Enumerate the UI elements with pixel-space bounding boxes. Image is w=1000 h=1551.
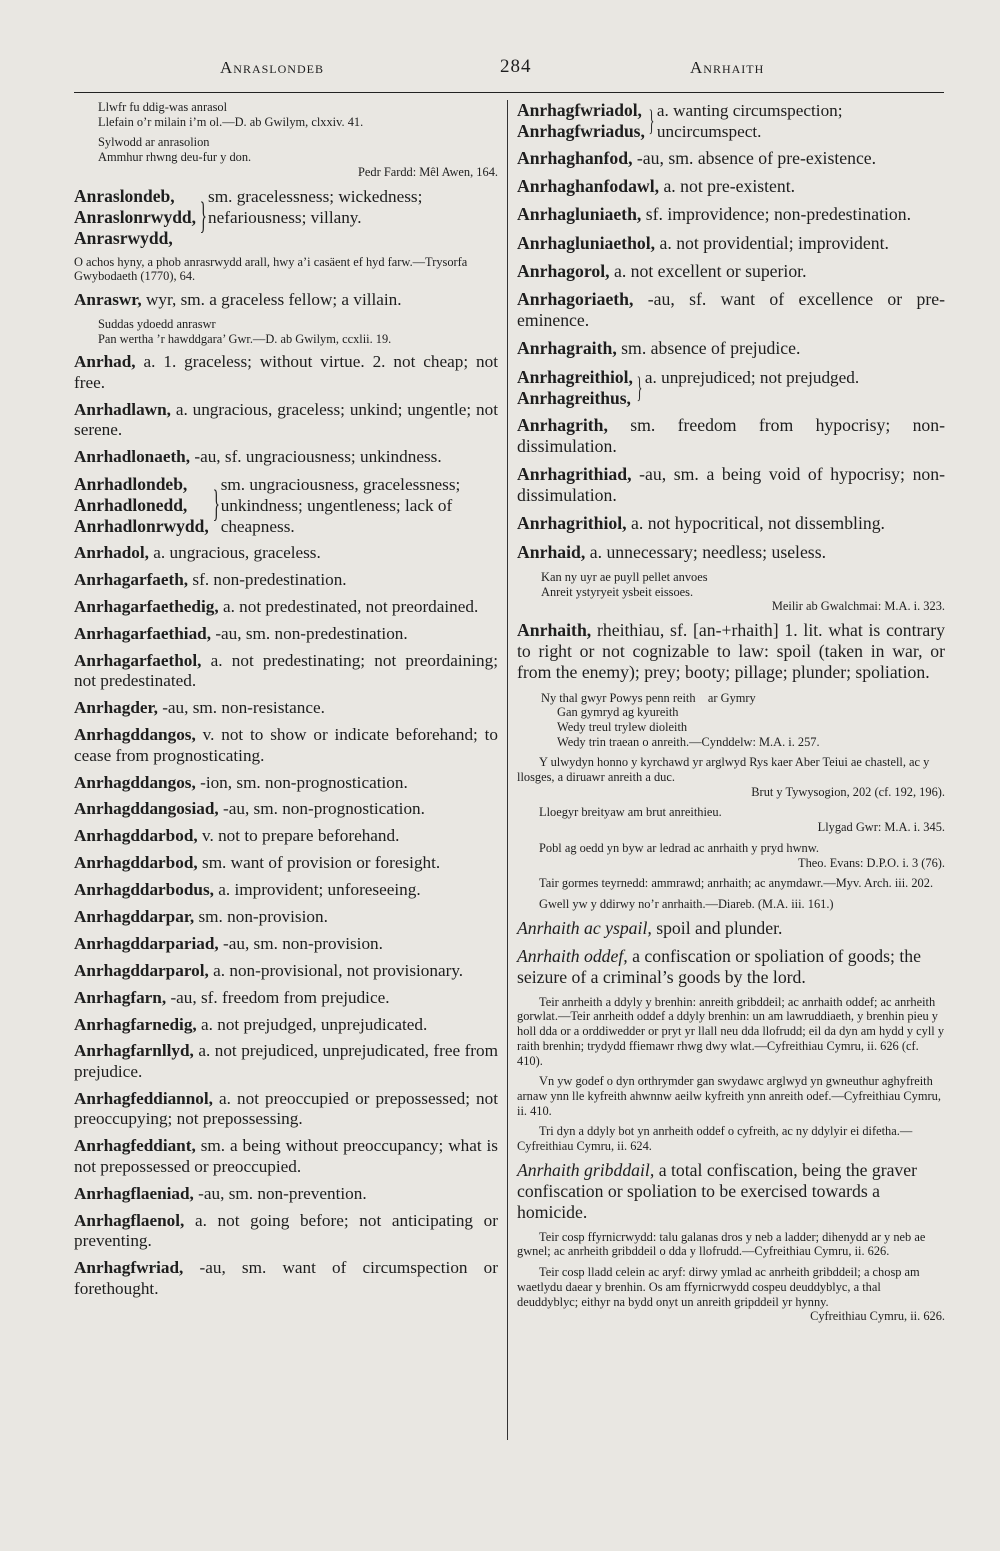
headword: Anrhagddarpariad,: [74, 933, 219, 953]
definition: -au, sm. absence of pre-existence.: [636, 148, 877, 168]
definition: a. improvident; unforeseeing.: [218, 880, 421, 900]
entry: [517, 176, 945, 197]
headword: Anraswr,: [74, 289, 142, 309]
definition: v. not to prepare beforehand.: [202, 826, 400, 846]
entry: [74, 698, 498, 719]
quotation: Tri dyn a ddyly bot yn anrheith oddef o cyfreith, ac ny ddylyir ei difetha.—Cyfreithiau Cymru, ii. 624.: [517, 1124, 913, 1154]
quote-text: Teir cosp lladd celein ac aryf: dirwy ymlad ac anrheith gribddeil; a chosp am waetlydu daear y brenhin. Os am ffyrnicrwydd cospeu deuddyblyc, a thal deuddyblyc; eithyr na bydd onyt un anreith gripddeil yr hynny.: [517, 1265, 920, 1309]
quotation: Tair gormes teyrnedd: ammrawd; anrhaith; ac anymdawr.—Myv. Arch. iii. 202.: [539, 876, 934, 891]
definition: sf. improvidence; non-predestination.: [645, 204, 912, 225]
headword: Anrhagfarnedig,: [74, 1014, 197, 1034]
quote-line: Suddas ydoedd anraswr: [98, 316, 216, 331]
sub-headword: Anrhaith ac yspail,: [517, 917, 652, 938]
headword: Anrhadol,: [74, 543, 149, 563]
headword: Anrhagddarbodus,: [74, 880, 214, 900]
entry: [517, 148, 945, 169]
headword: Anrhaith,: [517, 619, 592, 640]
quote-text: Lloegyr breityaw am brut anreithieu.: [539, 805, 722, 820]
headword: Anrhagarfaethol,: [74, 650, 202, 670]
headwords: [74, 474, 209, 537]
entry-group: [517, 367, 945, 409]
definition: a. not preoccupied or prepossessed; not preoccupying; not prepossessing.: [74, 1088, 498, 1129]
quotation: [517, 841, 945, 870]
entry: [517, 204, 945, 225]
quote-source: Pedr Fardd: Mêl Awen, 164.: [358, 164, 498, 179]
definition: sm. a being without preoccupancy; what is not prepossessed or preoccupied.: [74, 1136, 498, 1176]
quotation: [517, 570, 945, 614]
sub-entry: [517, 1160, 945, 1223]
entry: [74, 624, 498, 645]
entry: [74, 1258, 498, 1299]
quote-line: Llefain o’r milain i’m ol.—D. ab Gwilym, clxxiv. 41.: [98, 114, 364, 129]
headword: Anrhagddangos,: [74, 725, 196, 745]
entry: [74, 907, 498, 928]
headword: Anrhadlonedd,: [74, 495, 188, 516]
entry: [74, 880, 498, 901]
quote-line: Wedy trin traean o anreith.—Cynddelw: M.A. i. 257.: [557, 734, 820, 749]
definition: sm. absence of prejudice.: [621, 338, 801, 359]
definition: sm. freedom from hypocrisy; non-dissimulation.: [517, 414, 945, 456]
headword: Anrhagfwriadol,: [517, 100, 642, 120]
definition: -au, sm. non-provision.: [223, 933, 383, 953]
entry: [517, 233, 945, 254]
quotation: Gwell yw y ddirwy no’r anrhaith.—Diareb. (M.A. iii. 161.): [539, 897, 834, 911]
definition: sf. non-predestination.: [192, 569, 347, 589]
headword: Anrhagddangos,: [74, 772, 196, 792]
headword: Anrhagfarn,: [74, 987, 167, 1007]
right-column: [517, 100, 945, 1330]
entry: [74, 447, 498, 468]
definition: a. unnecessary; needless; useless.: [589, 541, 827, 562]
definition: a. not prejudged, unprejudicated.: [201, 1014, 428, 1034]
column-divider: [507, 100, 508, 1440]
definition: a. non-provisional, not provisionary.: [213, 960, 464, 980]
headword: Anrhagfeddiannol,: [74, 1088, 213, 1108]
quote-source: Cyfreithiau Cymru, ii. 626.: [810, 1309, 945, 1324]
sub-headword: Anrhaith oddef,: [517, 945, 628, 966]
definition: a. not pre-existent.: [663, 176, 796, 197]
entry: [74, 651, 498, 692]
quote-line: Ammhur rhwng deu-fur y don.: [98, 150, 252, 165]
definition: -au, sm. non-predestination.: [215, 623, 408, 643]
quote-source: Brut y Tywysogion, 202 (cf. 192, 196).: [751, 784, 945, 799]
entry: [74, 1089, 498, 1130]
definition: -au, sm. non-resistance.: [162, 698, 325, 718]
quotation: [74, 135, 498, 179]
headword: Anrhagrith,: [517, 414, 608, 435]
definition: a. unprejudiced; not prejudged.: [644, 367, 860, 387]
entry: [517, 415, 945, 457]
quotation: Teir cosp ffyrnicrwydd: talu galanas dros y neb a ladder; dihenydd ar y neb ae gwnel; ac anrheith gribddeil o dda y llofrudd.—Cyfreithiau Cymru, ii. 626.: [517, 1229, 926, 1259]
headword: Anrhadlonrwydd,: [74, 516, 209, 537]
definition: rheithiau, sf. [an-+rhaith] 1. lit. what is contrary to right or not cognizable to law: spoil (taken in war, or from the enemy); prey; booty; pillage; plunder; spoliation.: [517, 619, 946, 683]
headword: Anrhadlawn,: [74, 399, 171, 419]
definition: a. not predestinated, not preordained.: [222, 596, 479, 616]
quotation: [74, 317, 498, 346]
brace: }: [212, 483, 220, 526]
entry: [74, 961, 498, 982]
sub-entry: [517, 918, 945, 939]
headword: Anrhagfeddiant,: [74, 1136, 196, 1156]
page-number: 284: [500, 56, 532, 77]
definition: -au, sm. a being void of hypocrisy; non-dissimulation.: [517, 464, 945, 506]
quote-source: Theo. Evans: D.P.O. i. 3 (76).: [798, 855, 945, 870]
definition: a confiscation or spoliation of goods; the seizure of a criminal’s goods by the lord.: [517, 945, 921, 987]
headword: Anrhagddarpar,: [74, 906, 195, 926]
headwords: [517, 100, 645, 142]
definition: a. wanting circumspection; uncircumspect.: [656, 101, 843, 141]
quotation: O achos hyny, a phob anrasrwydd arall, hwy a’i casäent ef hyd farw.—Trysorfa Gwybodaeth (1770), 64.: [74, 254, 468, 284]
entry: [74, 1015, 498, 1036]
definition: -ion, sm. non-prognostication.: [200, 772, 408, 792]
headwords: [74, 186, 196, 249]
definition: sm. non-provision.: [198, 906, 328, 926]
entry: [74, 1136, 498, 1177]
quotation: [517, 1265, 945, 1324]
entry: [74, 988, 498, 1009]
headword: Anrhagflaenol,: [74, 1210, 185, 1230]
quote-text: Pobl ag oedd yn byw ar ledrad ac anrhaith y pryd hwnw.: [539, 840, 819, 855]
entry: [517, 289, 945, 331]
headword: Anrhagarfaethiad,: [74, 623, 212, 643]
headword: Anrhagfwriadus,: [517, 121, 645, 141]
entry: [74, 799, 498, 820]
brace: }: [199, 194, 207, 237]
headword: Anrhagddangosiad,: [74, 799, 219, 819]
headword: Anrhagoriaeth,: [517, 289, 634, 310]
entry: [74, 570, 498, 591]
headword: Anrhagraith,: [517, 338, 617, 359]
definition: a. not excellent or superior.: [613, 260, 807, 281]
entry: [74, 826, 498, 847]
quote-line: Kan ny uyr ae puyll pellet anvoes: [541, 569, 708, 584]
definition: a. ungracious, graceless.: [153, 543, 321, 563]
headword: Anrhadlondeb,: [74, 474, 188, 495]
entry: [74, 597, 498, 618]
sub-entry: [517, 946, 945, 988]
headword: Anrhad,: [74, 352, 136, 372]
running-header: [60, 58, 940, 82]
headword: Anrhagddarbod,: [74, 826, 198, 846]
definition: a. not prejudiced, unprejudicated, free from prejudice.: [74, 1041, 498, 1081]
quotation: [517, 755, 945, 799]
entry: [74, 290, 498, 311]
header-left-guideword: Anraslondeb: [220, 58, 324, 77]
entry-group: [517, 100, 945, 142]
headword: Anrhagluniaeth,: [517, 204, 642, 225]
headword: Anrhagarfaeth,: [74, 569, 189, 589]
definition: a. not going before; not anticipating or preventing.: [74, 1210, 498, 1251]
quote-line: Ny thal gwyr Powys penn reith ar Gymry: [541, 690, 756, 705]
headword: Anrhagflaeniad,: [74, 1183, 194, 1203]
quotation: [74, 100, 498, 129]
quote-source: Llygad Gwr: M.A. i. 345.: [817, 820, 945, 835]
brace: }: [648, 104, 655, 137]
entry: [517, 620, 945, 684]
entry: [74, 352, 498, 393]
headword: Anrhaghanfodawl,: [517, 176, 660, 197]
headword: Anrhagder,: [74, 698, 158, 718]
headword: Anrhagreithiol,: [517, 366, 633, 387]
headword: Anrhadlonaeth,: [74, 447, 191, 467]
headword: Anrhagluniaethol,: [517, 232, 656, 253]
headword: Anrhagfwriad,: [74, 1258, 184, 1278]
quotation: [517, 805, 945, 834]
headwords: [517, 367, 633, 409]
headword: Anrhagorol,: [517, 260, 610, 281]
definition: -au, sm. non-prevention.: [198, 1183, 367, 1203]
quotation: Vn yw godef o dyn orthrymder gan swydawc arglwyd yn gwneuthur aghyfreith arnaw ynn lle kyfreith ahwnnw aeilw kyfreith ynn anreith odef.—Cyfreithiau Cymru, ii. 410.: [517, 1074, 941, 1118]
headword: Anrhagarfaethedig,: [74, 596, 219, 616]
definition: a. 1. graceless; without virtue. 2. not cheap; not free.: [74, 352, 498, 392]
headword: Anrhagddarparol,: [74, 960, 209, 980]
quote-source: Meilir ab Gwalchmai: M.A. i. 323.: [771, 599, 945, 614]
entry: [517, 464, 945, 506]
headword: Anraslonrwydd,: [74, 206, 197, 227]
definition: -au, sf. freedom from prejudice.: [170, 987, 390, 1007]
entry-group: [74, 474, 498, 537]
entry: [74, 773, 498, 794]
sub-headword: Anrhaith gribddail,: [517, 1159, 655, 1180]
definition: sm. gracelessness; wickedness; nefariousness; villany.: [208, 186, 423, 227]
entry: [74, 400, 498, 441]
entry: [74, 1041, 498, 1082]
entry: [74, 1184, 498, 1205]
headword: Anrhagddarbod,: [74, 853, 198, 873]
quote-line: Anreit ystyryeit ysbeit eissoes.: [541, 584, 694, 599]
definition: -au, sf. want of excellence or pre-eminence.: [517, 289, 945, 331]
quote-line: Gan gymryd ag kyureith: [557, 705, 679, 720]
quote-line: Llwfr fu ddig-was anrasol: [98, 100, 228, 114]
headword: Anrhagfarnllyd,: [74, 1041, 194, 1061]
definition: v. not to show or indicate beforehand; to cease from prognosticating.: [74, 725, 499, 765]
header-right-guideword: Anrhaith: [690, 58, 765, 77]
definition: a. ungracious, graceless; unkind; ungentle; not serene.: [74, 399, 498, 440]
definition: wyr, sm. a graceless fellow; a villain.: [145, 289, 402, 309]
entry-group: [74, 186, 498, 249]
definition: a total confiscation, being the graver confiscation or spoliation to be exercised towards a homicide.: [517, 1159, 918, 1222]
headword: Anrhaghanfod,: [517, 148, 633, 168]
entry: [74, 725, 498, 766]
entry: [74, 1211, 498, 1252]
definition: sm. want of provision or foresight.: [202, 853, 441, 873]
entry: [74, 853, 498, 874]
entry: [517, 261, 945, 282]
brace: }: [636, 370, 643, 404]
headword: Anrasrwydd,: [74, 227, 173, 248]
entry: [517, 338, 945, 359]
header-rule: [74, 92, 944, 93]
headword: Anrhagreithus,: [517, 387, 631, 408]
definition: -au, sm. want of circumspection or forethought.: [74, 1258, 499, 1298]
entry: [517, 542, 945, 563]
definition: sm. ungraciousness, gracelessness; unkindness; ungentleness; lack of cheapness.: [220, 475, 461, 537]
headword: Anrhagrithiol,: [517, 513, 627, 534]
definition: -au, sf. ungraciousness; unkindness.: [194, 447, 442, 467]
quotation: [517, 691, 945, 750]
quote-text: Y ulwydyn honno y kyrchawd yr arglwyd Rys kaer Aber Teiui ae chastell, ac y llosges, a diruawr anreith a duc.: [517, 755, 930, 785]
definition: a. not predestinating; not preordaining; not predestinated.: [74, 650, 498, 691]
definition: spoil and plunder.: [656, 917, 783, 938]
definition: a. not hypocritical, not dissembling.: [631, 513, 885, 534]
left-column: [74, 100, 498, 1306]
quotation: Teir anrheith a ddyly y brenhin: anreith gribddeil; ac anrhaith oddef; ac anrheith gorwlat.—Teir anrheith oddef a ddyly brenhin: un am lawruddiaeth, y brenhin pieu y holl dda or a orddiwedder or pryt yr llall neu dda llofrudd; eil da dyn am hydd y cyll y raith brenhin; trydydd ffiemawr rhwg dwy wlat.—Cyfreithiau Cymru, ii. 626 (cf. 410).: [517, 994, 945, 1068]
entry: [74, 934, 498, 955]
definition: -au, sm. non-prognostication.: [223, 799, 425, 819]
definition: a. not providential; improvident.: [659, 232, 889, 253]
quote-line: Pan wertha ’r hawddgara’ Gwr.—D. ab Gwilym, ccxlii. 19.: [98, 331, 392, 346]
headword: Anrhagrithiad,: [517, 464, 632, 485]
entry: [517, 513, 945, 534]
headword: Anrhaid,: [517, 541, 586, 562]
quote-line: Wedy treul trylew dioleith: [557, 719, 688, 734]
entry: [74, 543, 498, 564]
quote-line: Sylwodd ar anrasolion: [98, 135, 210, 150]
headword: Anraslondeb,: [74, 185, 175, 206]
